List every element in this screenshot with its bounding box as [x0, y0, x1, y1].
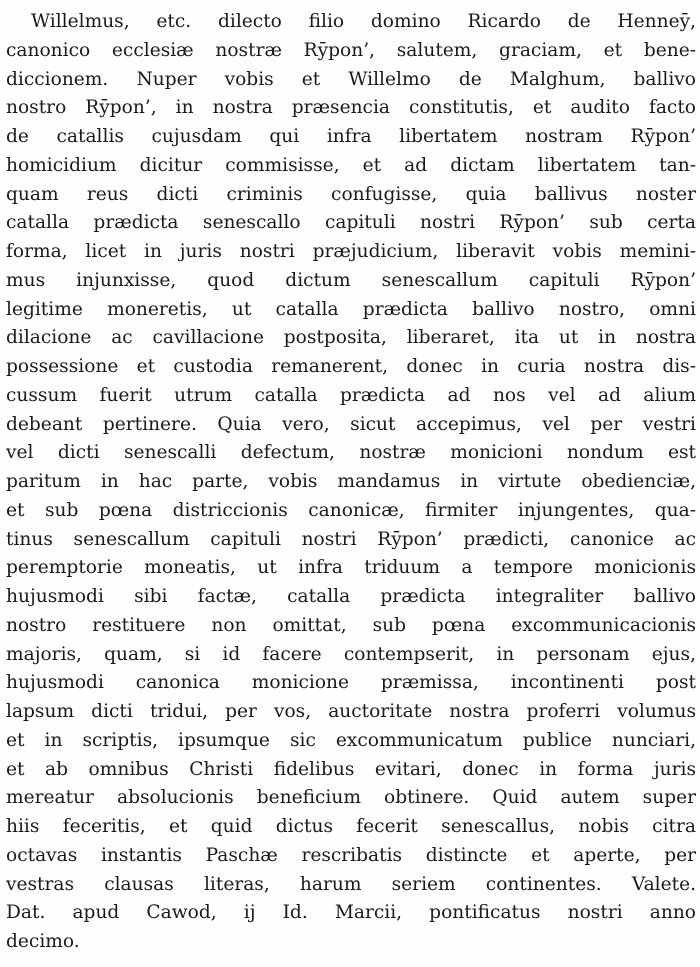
- text-line-14: cussum fuerit utrum catalla prædicta ad nos vel ad alium: [6, 384, 696, 406]
- text-line-24: hujusmodi canonica monicione præmissa, incontinenti post: [6, 672, 696, 694]
- text-line-32: Dat. apud Cawod, ij Id. Marcii, pontificatus nostri anno: [6, 902, 696, 924]
- letter-text: [6, 8, 696, 957]
- text-line-16: vel dicti senescalli defectum, nostræ monicioni nondum est: [6, 442, 696, 464]
- text-line-19: tinus senescallum capituli nostri Rȳpon’ prædicti, canonice ac: [6, 528, 696, 550]
- text-line-7: quam reus dicti criminis confugisse, quia ballivus noster: [6, 183, 696, 205]
- text-line-20: peremptorie moneatis, ut infra triduum a tempore monicionis: [6, 557, 696, 579]
- text-line-9: forma, licet in juris nostri præjudicium, liberavit vobis memini-: [6, 241, 696, 262]
- text-line-18: et sub pœna districcionis canonicæ, firmiter injungentes, qua-: [6, 499, 696, 521]
- text-line-15: debeant pertinere. Quia vero, sicut accepimus, vel per vestri: [6, 413, 696, 435]
- text-line-29: hiis feceritis, et quid dictus fecerit senescallus, nobis citra: [6, 816, 696, 837]
- text-line-2: canonico ecclesiæ nostræ Rȳpon’, salutem, graciam, et bene-: [6, 39, 696, 61]
- text-line-11: legitime moneretis, ut catalla prædicta ballivo nostro, omni: [6, 298, 696, 320]
- text-line-31: vestras clausas literas, harum seriem continentes. Valete.: [6, 873, 696, 895]
- text-line-5: de catallis cujusdam qui infra libertatem nostram Rȳpon’: [6, 126, 696, 147]
- text-line-10: mus injunxisse, quod dictum senescallum capituli Rȳpon’: [6, 269, 696, 291]
- text-line-27: et ab omnibus Christi fidelibus evitari, donec in forma juris: [6, 758, 696, 780]
- text-line-33: decimo.: [6, 931, 80, 952]
- text-line-25: lapsum dicti tridui, per vos, auctoritate nostra proferri volumus: [6, 701, 696, 722]
- text-line-13: possessione et custodia remanerent, donec in curia nostra dis-: [6, 356, 696, 377]
- text-line-8: catalla prædicta senescallo capituli nostri Rȳpon’ sub certa: [6, 212, 696, 234]
- text-line-6: homicidium dicitur commisisse, et ad dictam libertatem tan-: [6, 154, 696, 176]
- text-line-21: hujusmodi sibi factæ, catalla prædicta integraliter ballivo: [6, 586, 696, 607]
- text-line-3: diccionem. Nuper vobis et Willelmo de Malghum, ballivo: [6, 68, 696, 90]
- text-line-30: octavas instantis Paschæ rescribatis distincte et aperte, per: [6, 844, 696, 866]
- text-line-23: majoris, quam, si id facere contempserit, in personam ejus,: [6, 643, 696, 665]
- text-line-4: nostro Rȳpon’, in nostra præsencia constitutis, et audito facto: [6, 97, 696, 119]
- text-line-22: nostro restituere non omittat, sub pœna excommunicacionis: [6, 614, 696, 636]
- text-line-28: mereatur absolucionis beneficium obtinere. Quid autem super: [6, 787, 696, 809]
- text-line-12: dilacione ac cavillacione postposita, liberaret, ita ut in nostra: [6, 327, 696, 349]
- text-line-1: Willelmus, etc. dilecto filio domino Ricardo de Henneȳ,: [31, 11, 696, 32]
- text-line-26: et in scriptis, ipsumque sic excommunicatum publice nunciari,: [6, 729, 696, 751]
- text-line-17: paritum in hac parte, vobis mandamus in virtute obedienciæ,: [6, 471, 696, 492]
